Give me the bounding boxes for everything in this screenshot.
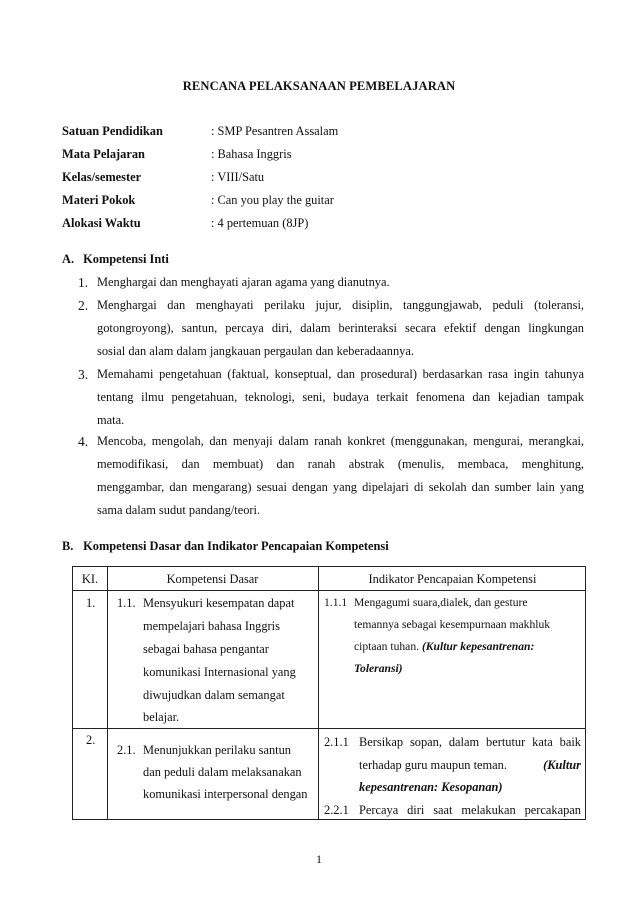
table-cell-kd-line: dan peduli dalam melaksanakan	[143, 765, 302, 779]
table-cell-kd-line: Menunjukkan perilaku santun	[143, 743, 291, 757]
list-line: memodifikasi, dan membuat) dan ranah abstrak (menulis, membaca, menghitung,	[97, 457, 584, 471]
table-cell-indicator-line	[359, 758, 581, 773]
table-cell-indicator-line: Percaya diri saat melakukan percakapan	[359, 803, 581, 817]
identity-label: Satuan Pendidikan	[62, 124, 163, 138]
indicator-emphasis: kepesantrenan: Kesopanan)	[359, 780, 503, 794]
indicator-text: terhadap guru maupun teman.	[359, 758, 507, 772]
identity-value: : SMP Pesantren Assalam	[211, 124, 339, 138]
indicator-emphasis: (Kultur kepesantrenan:	[421, 640, 535, 653]
identity-value: : Can you play the guitar	[211, 193, 334, 207]
list-line: tentang ilmu pengetahuan, teknologi, seni, budaya terkait fenomena dan kejadian tampak	[97, 390, 584, 404]
list-line: Menghargai dan menghayati ajaran agama yang dianutnya.	[97, 275, 390, 289]
table-header-ki: KI.	[81, 572, 99, 586]
table-cell-kd-number: 1.1.	[117, 596, 136, 610]
list-number: 4.	[78, 434, 89, 449]
competency-table	[72, 566, 586, 820]
table-cell-indicator-line: Bersikap sopan, dalam bertutur kata baik	[359, 735, 581, 749]
table-cell-kd-line: sebagai bahasa pengantar	[143, 642, 269, 656]
identity-value: : 4 pertemuan (8JP)	[211, 216, 309, 230]
section-title: Kompetensi Inti	[83, 252, 169, 266]
table-row-divider	[73, 728, 585, 729]
table-header-indikator: Indikator Pencapaian Kompetensi	[368, 572, 537, 586]
table-cell-ki: 2.	[86, 733, 96, 747]
table-cell-indicator-line: Mengagumi suara,dialek, dan gesture	[354, 596, 528, 609]
identity-row-materi	[62, 193, 582, 211]
table-header-kd: Kompetensi Dasar	[166, 572, 259, 586]
section-letter: B.	[62, 539, 74, 553]
list-line: Menghargai dan menghayati perilaku jujur, disiplin, tanggungjawab, peduli (toleransi,	[97, 298, 584, 312]
list-line: sama dalam sudut pandang/teori.	[97, 503, 261, 517]
identity-label: Alokasi Waktu	[62, 216, 141, 230]
document-title: RENCANA PELAKSANAAN PEMBELAJARAN	[182, 79, 456, 93]
table-cell-kd-line: komunikasi Internasional yang	[143, 665, 296, 679]
indicator-emphasis: Toleransi)	[354, 662, 403, 675]
table-cell-kd-line: mempelajari bahasa Inggris	[143, 619, 280, 633]
table-row-divider	[73, 590, 585, 591]
table-cell-ki: 1.	[86, 596, 96, 610]
table-cell-kd-line: komunikasi interpersonal dengan	[143, 787, 308, 801]
section-letter: A.	[62, 252, 75, 266]
identity-row-alokasi	[62, 216, 582, 234]
list-number: 2.	[78, 298, 89, 313]
indicator-emphasis: (Kultur	[543, 758, 581, 772]
list-number: 1.	[78, 275, 89, 290]
identity-value: : Bahasa Inggris	[211, 147, 292, 161]
section-title: Kompetensi Dasar dan Indikator Pencapaian Kompetensi	[83, 539, 389, 553]
identity-label: Kelas/semester	[62, 170, 142, 184]
table-cell-indicator-number: 2.1.1	[324, 735, 349, 749]
identity-label: Mata Pelajaran	[62, 147, 145, 161]
table-cell-indicator-line: temannya sebagai kesempurnaan makhluk	[354, 618, 551, 631]
identity-row-satuan	[62, 124, 582, 142]
table-cell-kd-line: belajar.	[143, 710, 180, 724]
table-cell-indicator-number: 2.2.1	[324, 803, 349, 817]
list-number: 3.	[78, 367, 89, 382]
list-line: mata.	[97, 413, 125, 427]
table-column-divider	[107, 567, 108, 819]
table-cell-kd-line: diwujudkan dalam semangat	[143, 688, 285, 702]
table-cell-kd-line: Mensyukuri kesempatan dapat	[143, 596, 295, 610]
identity-value: : VIII/Satu	[211, 170, 265, 184]
section-a-heading	[62, 252, 169, 267]
list-line: sosial dan alam dalam jangkauan pergaulan dan keberadaannya.	[97, 344, 414, 358]
section-b-heading	[62, 539, 389, 554]
table-cell-indicator-number: 1.1.1	[324, 596, 348, 609]
list-line: menggambar, dan mengarang) sesuai dengan yang dipelajari di sekolah dan sumber lain yang	[97, 480, 584, 494]
list-line: gotongroyong), santun, percaya diri, dalam berinteraksi secara efektif dengan lingkungan	[97, 321, 584, 335]
identity-label: Materi Pokok	[62, 193, 136, 207]
identity-row-mapel	[62, 147, 582, 165]
table-cell-kd-number: 2.1.	[117, 743, 136, 757]
indicator-text: ciptaan tuhan.	[354, 640, 420, 653]
identity-row-kelas	[62, 170, 582, 188]
list-line: Memahami pengetahuan (faktual, konseptual, dan prosedural) berdasarkan rasa ingin tahunya	[97, 367, 584, 381]
table-column-divider	[318, 567, 319, 819]
table-cell-indicator-line	[354, 640, 534, 653]
list-line: Mencoba, mengolah, dan menyaji dalam ranah konkret (menggunakan, mengurai, merangkai,	[97, 434, 584, 448]
page-number: 1	[316, 852, 322, 866]
